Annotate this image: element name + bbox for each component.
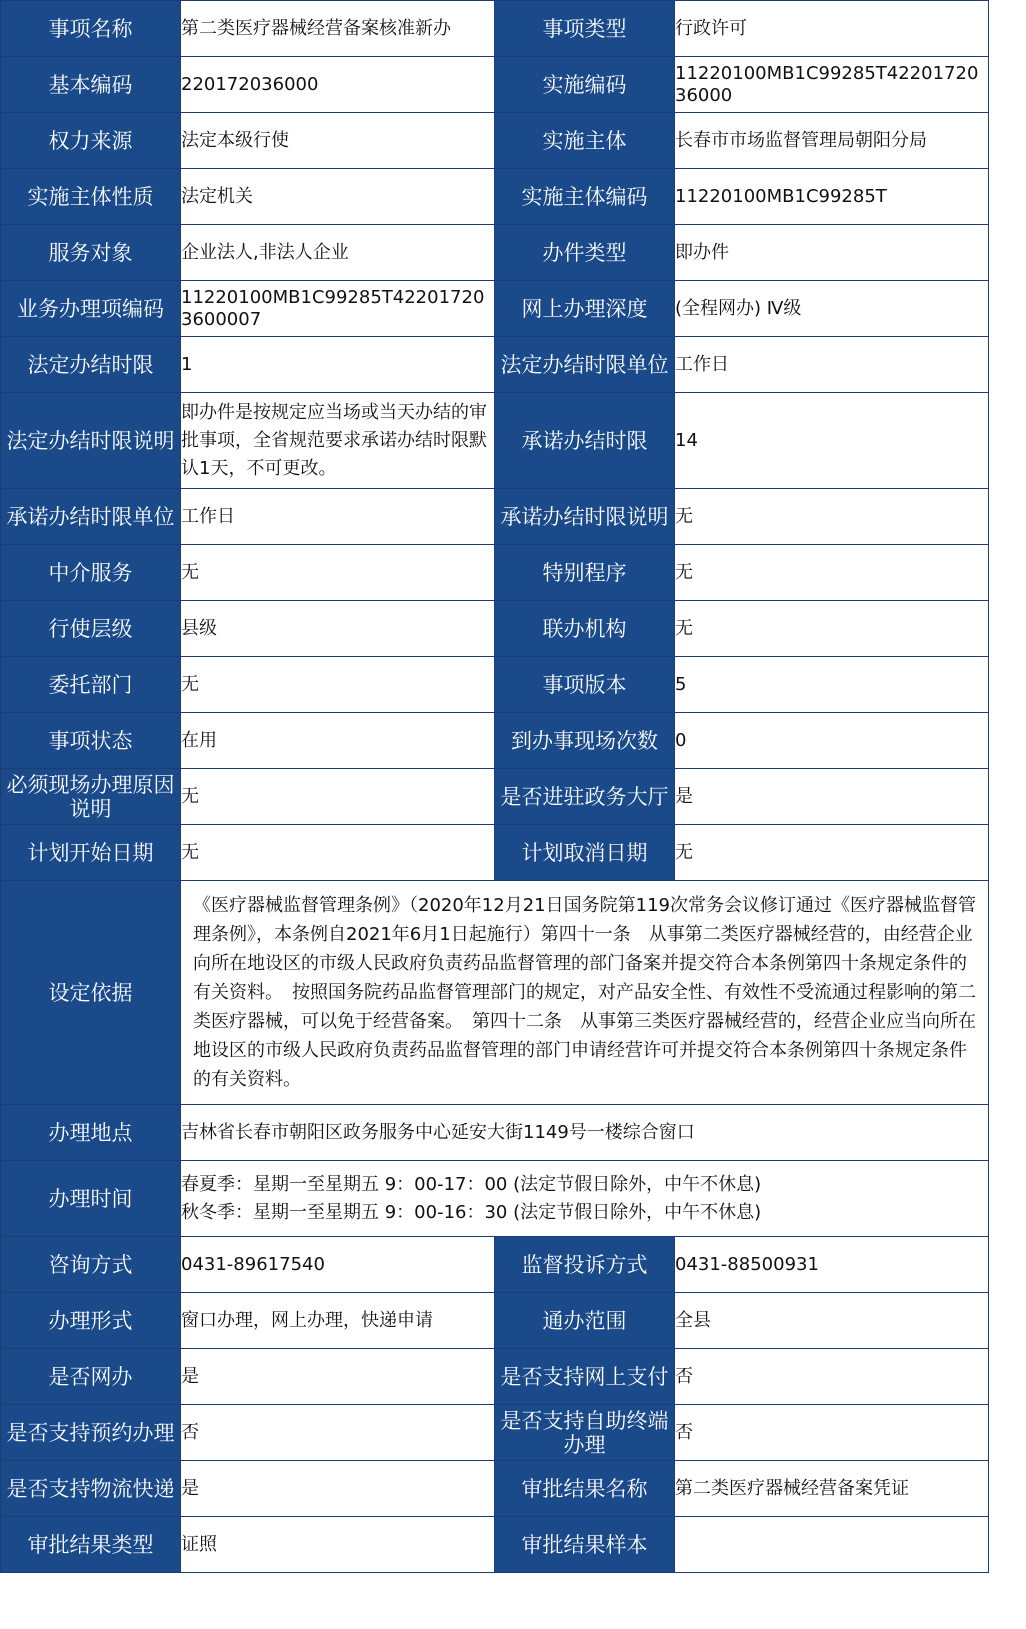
- label-service-scope: 通办范围: [495, 1293, 675, 1349]
- value-in-service-hall: 是: [675, 769, 989, 825]
- value-planned-cancel-date: 无: [675, 825, 989, 881]
- table-row: [1, 1349, 989, 1405]
- label-onsite-visits: 到办事现场次数: [495, 713, 675, 769]
- value-online-handling: 是: [181, 1349, 495, 1405]
- value-special-procedure: 无: [675, 545, 989, 601]
- value-consult-phone: 0431-89617540: [181, 1237, 495, 1293]
- table-row: [1, 545, 989, 601]
- label-result-name: 审批结果名称: [495, 1461, 675, 1517]
- label-planned-cancel-date: 计划取消日期: [495, 825, 675, 881]
- label-case-type: 办件类型: [495, 225, 675, 281]
- table-row: [1, 881, 989, 1105]
- value-onsite-visits: 0: [675, 713, 989, 769]
- value-body-code: 11220100MB1C99285T: [675, 169, 989, 225]
- label-location: 办理地点: [1, 1105, 181, 1161]
- table-row: [1, 281, 989, 337]
- value-promised-time-limit: 14: [675, 393, 989, 489]
- table-row: [1, 657, 989, 713]
- table-row: [1, 713, 989, 769]
- label-legal-time-limit: 法定办结时限: [1, 337, 181, 393]
- label-online-payment: 是否支持网上支付: [495, 1349, 675, 1405]
- label-joint-agency: 联办机构: [495, 601, 675, 657]
- hours-autumn-winter: 秋冬季：星期一至星期五 9：00-16：30 (法定节假日除外，中午不休息): [181, 1201, 762, 1223]
- value-complaint-phone: 0431-88500931: [675, 1237, 989, 1293]
- label-consult-phone: 咨询方式: [1, 1237, 181, 1293]
- value-handling-form: 窗口办理，网上办理，快递申请: [181, 1293, 495, 1349]
- table-row: [1, 769, 989, 825]
- value-legal-time-limit: 1: [181, 337, 495, 393]
- value-legal-time-note: 即办件是按规定应当场或当天办结的审批事项，全省规范要求承诺办结时限默认1天，不可更改。: [181, 393, 495, 489]
- table-row: [1, 1105, 989, 1161]
- label-item-version: 事项版本: [495, 657, 675, 713]
- value-result-name: 第二类医疗器械经营备案凭证: [675, 1461, 989, 1517]
- label-office-hours: 办理时间: [1, 1161, 181, 1237]
- label-legal-basis: 设定依据: [1, 881, 181, 1105]
- label-result-type: 审批结果类型: [1, 1517, 181, 1573]
- table-row: [1, 601, 989, 657]
- label-onsite-reason: 必须现场办理原因说明: [1, 769, 181, 825]
- value-service-scope: 全县: [675, 1293, 989, 1349]
- label-business-item-code: 业务办理项编码: [1, 281, 181, 337]
- table-row: [1, 1405, 989, 1461]
- value-joint-agency: 无: [675, 601, 989, 657]
- label-promised-time-unit: 承诺办结时限单位: [1, 489, 181, 545]
- value-result-type: 证照: [181, 1517, 495, 1573]
- table-row: [1, 1461, 989, 1517]
- table-row: [1, 1517, 989, 1573]
- label-complaint-phone: 监督投诉方式: [495, 1237, 675, 1293]
- value-legal-basis: 《医疗器械监督管理条例》（2020年12月21日国务院第119次常务会议修订通过《医疗器械监督管理条例》，本条例自2021年6月1日起施行）第四十一条 从事第二类医疗器械经营的，由经营企业向所在地设区的市级人民政府负责药品监督管理的部门备案并提交符合本条例第四十条规定条件的有关资料。 按照国务院药品监督管理部门的规定，对产品安全性、有效性不受流通过程影响的第二类医疗器械，可以免于经营备案。 第四十二条 从事第三类医疗器械经营的，经营企业应当向所在地设区的市级人民政府负责药品监督管理的部门申请经营许可并提交符合本条例第四十条规定条件的有关资料。: [181, 881, 989, 1105]
- value-exercise-level: 县级: [181, 601, 495, 657]
- label-body-code: 实施主体编码: [495, 169, 675, 225]
- table-row: [1, 225, 989, 281]
- label-item-name: 事项名称: [1, 1, 181, 57]
- label-handling-form: 办理形式: [1, 1293, 181, 1349]
- label-exercise-level: 行使层级: [1, 601, 181, 657]
- label-implementing-body: 实施主体: [495, 113, 675, 169]
- label-promised-time-note: 承诺办结时限说明: [495, 489, 675, 545]
- value-onsite-reason: 无: [181, 769, 495, 825]
- value-promised-time-unit: 工作日: [181, 489, 495, 545]
- value-entrusted-dept: 无: [181, 657, 495, 713]
- value-item-version: 5: [675, 657, 989, 713]
- value-service-target: 企业法人,非法人企业: [181, 225, 495, 281]
- value-planned-start-date: 无: [181, 825, 495, 881]
- label-legal-time-note: 法定办结时限说明: [1, 393, 181, 489]
- label-basic-code: 基本编码: [1, 57, 181, 113]
- value-case-type: 即办件: [675, 225, 989, 281]
- label-planned-start-date: 计划开始日期: [1, 825, 181, 881]
- value-online-payment: 否: [675, 1349, 989, 1405]
- label-intermediary-service: 中介服务: [1, 545, 181, 601]
- label-in-service-hall: 是否进驻政务大厅: [495, 769, 675, 825]
- table-row: [1, 169, 989, 225]
- value-promised-time-note: 无: [675, 489, 989, 545]
- value-office-hours: [181, 1161, 989, 1237]
- table-row: [1, 1, 989, 57]
- table-row: [1, 57, 989, 113]
- table-row: [1, 1293, 989, 1349]
- table-row: [1, 1161, 989, 1237]
- label-appointment: 是否支持预约办理: [1, 1405, 181, 1461]
- label-logistics-delivery: 是否支持物流快递: [1, 1461, 181, 1517]
- value-self-service-terminal: 否: [675, 1405, 989, 1461]
- label-promised-time-limit: 承诺办结时限: [495, 393, 675, 489]
- value-logistics-delivery: 是: [181, 1461, 495, 1517]
- value-power-source: 法定本级行使: [181, 113, 495, 169]
- value-body-nature: 法定机关: [181, 169, 495, 225]
- value-basic-code: 220172036000: [181, 57, 495, 113]
- label-item-status: 事项状态: [1, 713, 181, 769]
- label-special-procedure: 特别程序: [495, 545, 675, 601]
- label-item-type: 事项类型: [495, 1, 675, 57]
- value-legal-time-unit: 工作日: [675, 337, 989, 393]
- value-item-name: 第二类医疗器械经营备案核准新办: [181, 1, 495, 57]
- hours-spring-summer: 春夏季：星期一至星期五 9：00-17：00 (法定节假日除外，中午不休息): [181, 1173, 762, 1195]
- value-item-status: 在用: [181, 713, 495, 769]
- table-row: [1, 337, 989, 393]
- value-item-type: 行政许可: [675, 1, 989, 57]
- label-entrusted-dept: 委托部门: [1, 657, 181, 713]
- value-implementation-code: 11220100MB1C99285T4220172036000: [675, 57, 989, 113]
- table-row: [1, 1237, 989, 1293]
- label-result-sample: 审批结果样本: [495, 1517, 675, 1573]
- value-result-sample: [675, 1517, 989, 1573]
- label-self-service-terminal: 是否支持自助终端办理: [495, 1405, 675, 1461]
- value-implementing-body: 长春市市场监督管理局朝阳分局: [675, 113, 989, 169]
- value-business-item-code: 11220100MB1C99285T422017203600007: [181, 281, 495, 337]
- label-power-source: 权力来源: [1, 113, 181, 169]
- label-legal-time-unit: 法定办结时限单位: [495, 337, 675, 393]
- value-online-depth: (全程网办) Ⅳ级: [675, 281, 989, 337]
- label-service-target: 服务对象: [1, 225, 181, 281]
- label-implementation-code: 实施编码: [495, 57, 675, 113]
- value-intermediary-service: 无: [181, 545, 495, 601]
- value-location: 吉林省长春市朝阳区政务服务中心延安大街1149号一楼综合窗口: [181, 1105, 989, 1161]
- value-appointment: 否: [181, 1405, 495, 1461]
- label-online-depth: 网上办理深度: [495, 281, 675, 337]
- table-row: [1, 825, 989, 881]
- table-row: [1, 393, 989, 489]
- label-online-handling: 是否网办: [1, 1349, 181, 1405]
- label-body-nature: 实施主体性质: [1, 169, 181, 225]
- table-row: [1, 113, 989, 169]
- table-row: [1, 489, 989, 545]
